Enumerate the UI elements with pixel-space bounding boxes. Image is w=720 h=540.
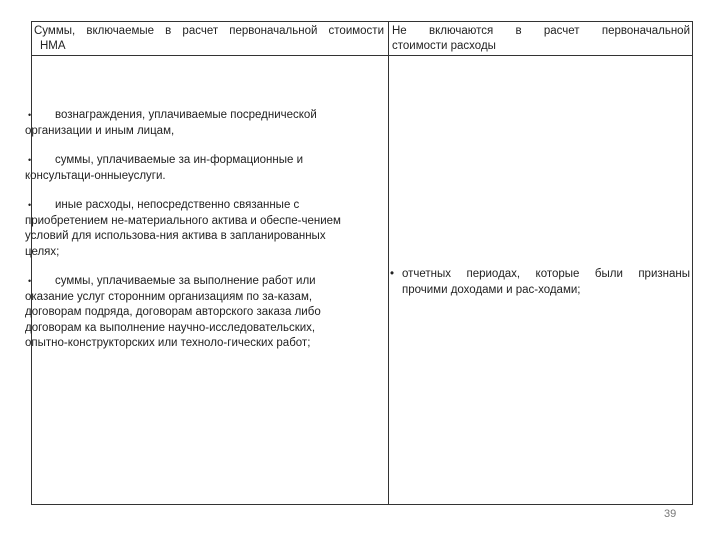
list-item-rest: оказание услуг сторонним организациям по за-казам, договорам подряда, договорам авторского заказа либо договорам ка выполнение научно-исследовательских, опытно-конструкторских или техноло-гических работ; xyxy=(25,290,321,349)
column-divider xyxy=(388,22,389,504)
included-items-list xyxy=(25,108,350,366)
header-excluded-costs xyxy=(392,24,690,54)
header-right-line1: Не включаются в расчет первоначальной xyxy=(392,25,690,37)
header-right-line2: стоимости расходы xyxy=(392,40,496,52)
bullet-icon: • xyxy=(390,268,395,280)
list-item-first-line: суммы, уплачиваемые за ин-формационные и xyxy=(55,154,304,166)
header-left-line2: НМА xyxy=(40,40,66,52)
excluded-item-line2: прочими доходами и рас-ходами; xyxy=(402,284,581,296)
header-left-line1: Суммы, включаемые в расчет первоначальной стоимости xyxy=(34,25,384,37)
list-item-first-line: вознаграждения, уплачиваемые посреднической xyxy=(55,109,317,121)
list-item-first-line: иные расходы, непосредственно связанные с xyxy=(55,199,300,211)
bullet-icon: • xyxy=(28,155,32,165)
header-included-costs xyxy=(34,24,384,54)
list-item xyxy=(25,198,350,260)
excluded-item xyxy=(390,266,690,298)
bullet-icon: • xyxy=(28,200,32,210)
page-number: 39 xyxy=(664,508,677,520)
list-item-rest: консультаци-онныеуслуги. xyxy=(25,169,166,182)
list-item-first-line: суммы, уплачиваемые за выполнение работ или xyxy=(55,275,316,287)
list-item xyxy=(25,153,350,184)
bullet-icon: • xyxy=(28,110,32,120)
header-divider xyxy=(32,55,692,56)
excluded-item-line1: отчетных периодах, которые были признаны xyxy=(402,268,690,280)
list-item xyxy=(25,108,350,139)
list-item xyxy=(25,274,350,352)
list-item-rest: приобретением не-материального актива и обеспе-чением условий для использова-ния актива в запланированных целях; xyxy=(25,214,341,258)
list-item-rest: организации и иным лицам, xyxy=(25,124,175,137)
bullet-icon: • xyxy=(28,276,32,286)
